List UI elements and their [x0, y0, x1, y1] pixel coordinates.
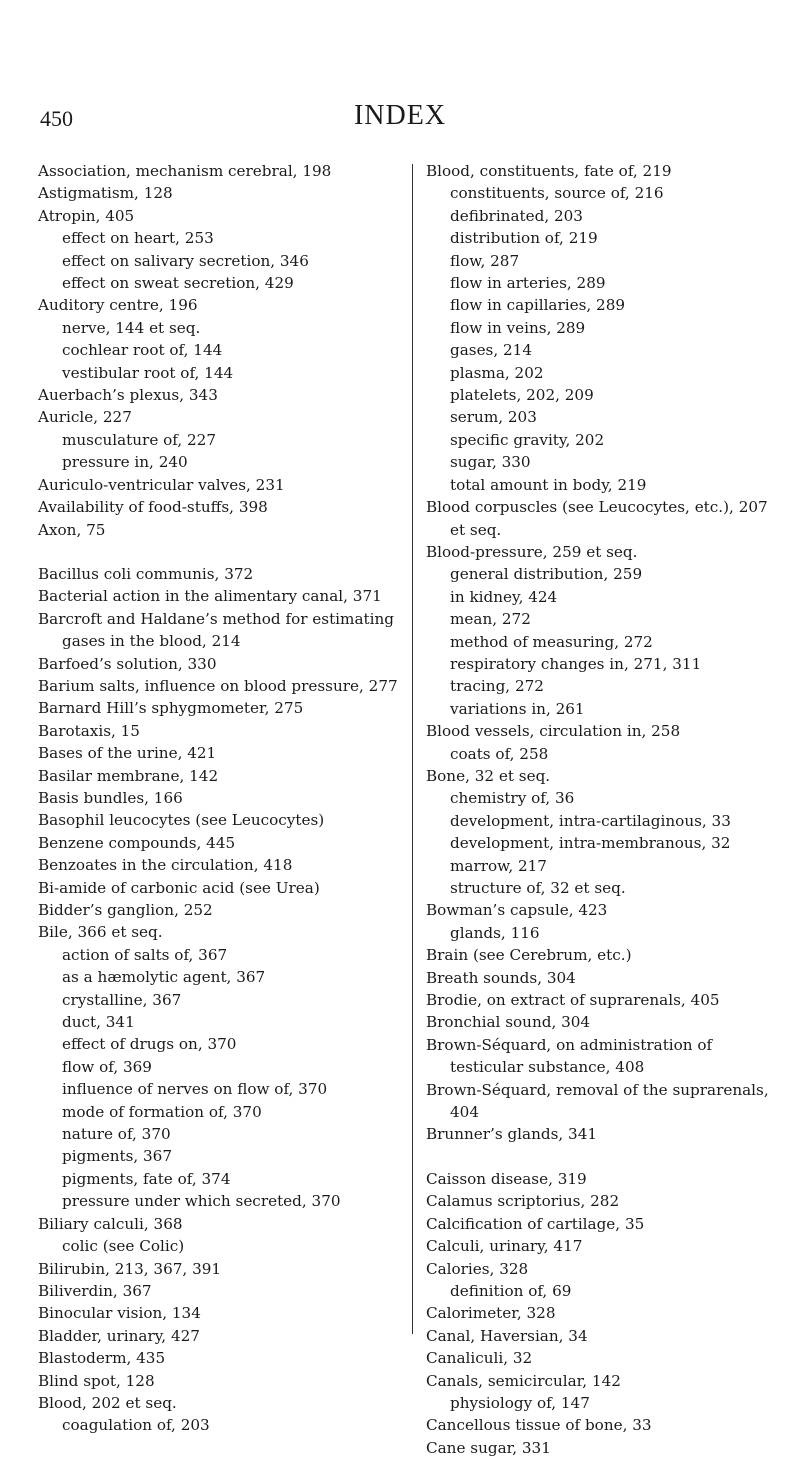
- index-subentry: effect on sweat secretion, 429: [62, 274, 294, 293]
- index-entry: Brain (see Cerebrum, etc.): [426, 946, 632, 965]
- index-entry: Barfoed’s solution, 330: [38, 654, 217, 673]
- index-entry: Benzoates in the circulation, 418: [38, 856, 293, 875]
- index-subentry: crystalline, 367: [62, 990, 182, 1009]
- index-entry: Availability of food-stuffs, 398: [38, 498, 268, 517]
- index-subentry: variations in, 261: [450, 699, 585, 718]
- index-entry: Blood, 202 et seq.: [38, 1393, 177, 1412]
- index-subentry: pigments, 367: [62, 1147, 173, 1166]
- index-entry: Caisson disease, 319: [426, 1169, 587, 1188]
- index-subentry: gases, 214: [450, 341, 532, 360]
- index-entry: Auriculo-ventricular valves, 231: [38, 475, 285, 494]
- index-entry: Blind spot, 128: [38, 1371, 155, 1390]
- index-entry: Axon, 75: [38, 520, 106, 539]
- index-subentry: pigments, fate of, 374: [62, 1169, 231, 1188]
- index-subentry: coagulation of, 203: [62, 1416, 210, 1435]
- index-entry: Brown-Séquard, removal of the suprarenals, 404: [426, 1080, 769, 1122]
- index-subentry: development, intra-cartilaginous, 33: [450, 811, 731, 830]
- index-entry: Biliary calculi, 368: [38, 1214, 183, 1233]
- index-subentry: total amount in body, 219: [450, 475, 647, 494]
- index-subentry: nerve, 144 et seq.: [62, 318, 201, 337]
- index-subentry: influence of nerves on flow of, 370: [62, 1080, 328, 1099]
- index-subentry: defibrinated, 203: [450, 206, 583, 225]
- index-entry: Auricle, 227: [38, 408, 132, 427]
- index-entry: Calorimeter, 328: [426, 1304, 556, 1323]
- index-subentry: flow in veins, 289: [450, 318, 586, 337]
- index-entry: Breath sounds, 304: [426, 968, 576, 987]
- index-subentry: physiology of, 147: [450, 1393, 590, 1412]
- index-entry: Bilirubin, 213, 367, 391: [38, 1259, 222, 1278]
- index-entry: Brodie, on extract of suprarenals, 405: [426, 991, 720, 1010]
- index-entry: Bi-amide of carbonic acid (see Urea): [38, 878, 320, 897]
- index-entry: Binocular vision, 134: [38, 1304, 201, 1323]
- index-entry: Biliverdin, 367: [38, 1281, 152, 1300]
- index-subentry: development, intra-membranous, 32: [450, 834, 731, 853]
- index-entry: Bone, 32 et seq.: [426, 766, 551, 785]
- index-entry: Blood-pressure, 259 et seq.: [426, 542, 638, 561]
- index-entry: Cancellous tissue of bone, 33: [426, 1416, 652, 1435]
- index-entry: Bidder’s ganglion, 252: [38, 901, 213, 919]
- index-entry: Auditory centre, 196: [38, 296, 198, 315]
- index-entry: Canaliculi, 32: [426, 1349, 533, 1368]
- index-subentry: action of salts of, 367: [62, 945, 228, 964]
- index-entry: Calculi, urinary, 417: [426, 1237, 583, 1256]
- index-entry: Bronchial sound, 304: [426, 1013, 591, 1032]
- index-entry: Calcification of cartilage, 35: [426, 1214, 645, 1233]
- index-subentry: method of measuring, 272: [450, 632, 653, 651]
- index-subentry: effect on salivary secretion, 346: [62, 251, 309, 270]
- index-entry: Benzene compounds, 445: [38, 833, 236, 852]
- index-entry: Atropin, 405: [38, 206, 135, 225]
- index-subentry: chemistry of, 36: [450, 789, 575, 808]
- index-subentry: plasma, 202: [450, 363, 544, 382]
- index-entry: Astigmatism, 128: [38, 184, 173, 203]
- index-subentry: nature of, 370: [62, 1125, 171, 1144]
- index-entry: Blood vessels, circulation in, 258: [426, 722, 681, 741]
- index-entry: Barium salts, influence on blood pressure, 277: [38, 676, 398, 695]
- index-entry: Basophil leucocytes (see Leucocytes): [38, 811, 325, 830]
- index-subentry: respiratory changes in, 271, 311: [450, 654, 702, 673]
- index-subentry: in kidney, 424: [450, 587, 558, 606]
- index-subentry: flow in arteries, 289: [450, 274, 606, 293]
- index-subentry: mode of formation of, 370: [62, 1102, 262, 1121]
- index-entry: Bowman’s capsule, 423: [426, 901, 608, 920]
- index-subentry: coats of, 258: [450, 744, 549, 763]
- index-entry: Canals, semicircular, 142: [426, 1371, 621, 1390]
- page-title: INDEX: [353, 100, 447, 131]
- index-entry: Auerbach’s plexus, 343: [38, 386, 218, 405]
- index-subentry: vestibular root of, 144: [62, 363, 234, 382]
- index-subentry: pressure under which secreted, 370: [62, 1192, 341, 1211]
- index-subentry: tracing, 272: [450, 677, 544, 696]
- index-entry: Barnard Hill’s sphygmometer, 275: [38, 699, 304, 718]
- index-subentry: musculature of, 227: [62, 430, 217, 449]
- index-entry: Canal, Haversian, 34: [426, 1326, 588, 1345]
- index-subentry: glands, 116: [450, 923, 540, 942]
- index-entry: Basis bundles, 166: [38, 788, 183, 807]
- index-subentry: effect on heart, 253: [62, 229, 214, 248]
- index-subentry: colic (see Colic): [62, 1237, 185, 1256]
- index-entry: Bile, 366 et seq.: [38, 923, 163, 942]
- index-subentry: flow of, 369: [62, 1057, 152, 1076]
- index-entry: Calories, 328: [426, 1259, 529, 1278]
- index-subentry: marrow, 217: [450, 856, 547, 875]
- index-entry: Bacillus coli communis, 372: [38, 564, 254, 583]
- index-subentry: mean, 272: [450, 610, 531, 629]
- index-entry: Bases of the urine, 421: [38, 744, 217, 763]
- index-entry: Blood corpuscles (see Leucocytes, etc.), 207 et seq.: [426, 498, 768, 539]
- page-number: 450: [40, 106, 73, 131]
- index-entry: Blood, constituents, fate of, 219: [426, 162, 672, 180]
- column-divider: [412, 164, 413, 1334]
- index-entry: Barcroft and Haldane’s method for estimating gases in the blood, 214: [38, 609, 394, 651]
- index-subentry: pressure in, 240: [62, 453, 188, 472]
- index-subentry: platelets, 202, 209: [450, 386, 594, 405]
- index-subentry: sugar, 330: [450, 453, 531, 472]
- index-subentry: flow in capillaries, 289: [450, 296, 626, 315]
- index-subentry: constituents, source of, 216: [450, 184, 664, 203]
- index-subentry: duct, 341: [62, 1013, 135, 1032]
- index-subentry: as a hæmolytic agent, 367: [62, 968, 266, 987]
- index-subentry: definition of, 69: [450, 1281, 572, 1300]
- index-subentry: effect of drugs on, 370: [62, 1035, 237, 1054]
- index-entry: Brown-Séquard, on administration of testicular substance, 408: [426, 1035, 713, 1077]
- index-subentry: serum, 203: [450, 408, 537, 427]
- index-subentry: cochlear root of, 144: [62, 341, 223, 360]
- index-entry: Basilar membrane, 142: [38, 766, 219, 785]
- index-subentry: general distribution, 259: [450, 565, 643, 584]
- index-entry: Blastoderm, 435: [38, 1349, 166, 1368]
- index-subentry: distribution of, 219: [450, 229, 598, 248]
- index-column-right: [426, 160, 780, 1459]
- index-subentry: flow, 287: [450, 251, 520, 270]
- index-entry: Calamus scriptorius, 282: [426, 1192, 620, 1211]
- index-subentry: specific gravity, 202: [450, 430, 605, 449]
- index-subentry: structure of, 32 et seq.: [450, 879, 626, 897]
- index-entry: Brunner’s glands, 341: [426, 1125, 598, 1144]
- index-column-left: [38, 160, 400, 1437]
- index-entry: Barotaxis, 15: [38, 721, 140, 740]
- index-entry: Bacterial action in the alimentary canal, 371: [38, 587, 382, 606]
- index-entry: Cane sugar, 331: [426, 1438, 551, 1457]
- index-entry: Association, mechanism cerebral, 198: [38, 162, 332, 180]
- index-entry: Bladder, urinary, 427: [38, 1326, 200, 1345]
